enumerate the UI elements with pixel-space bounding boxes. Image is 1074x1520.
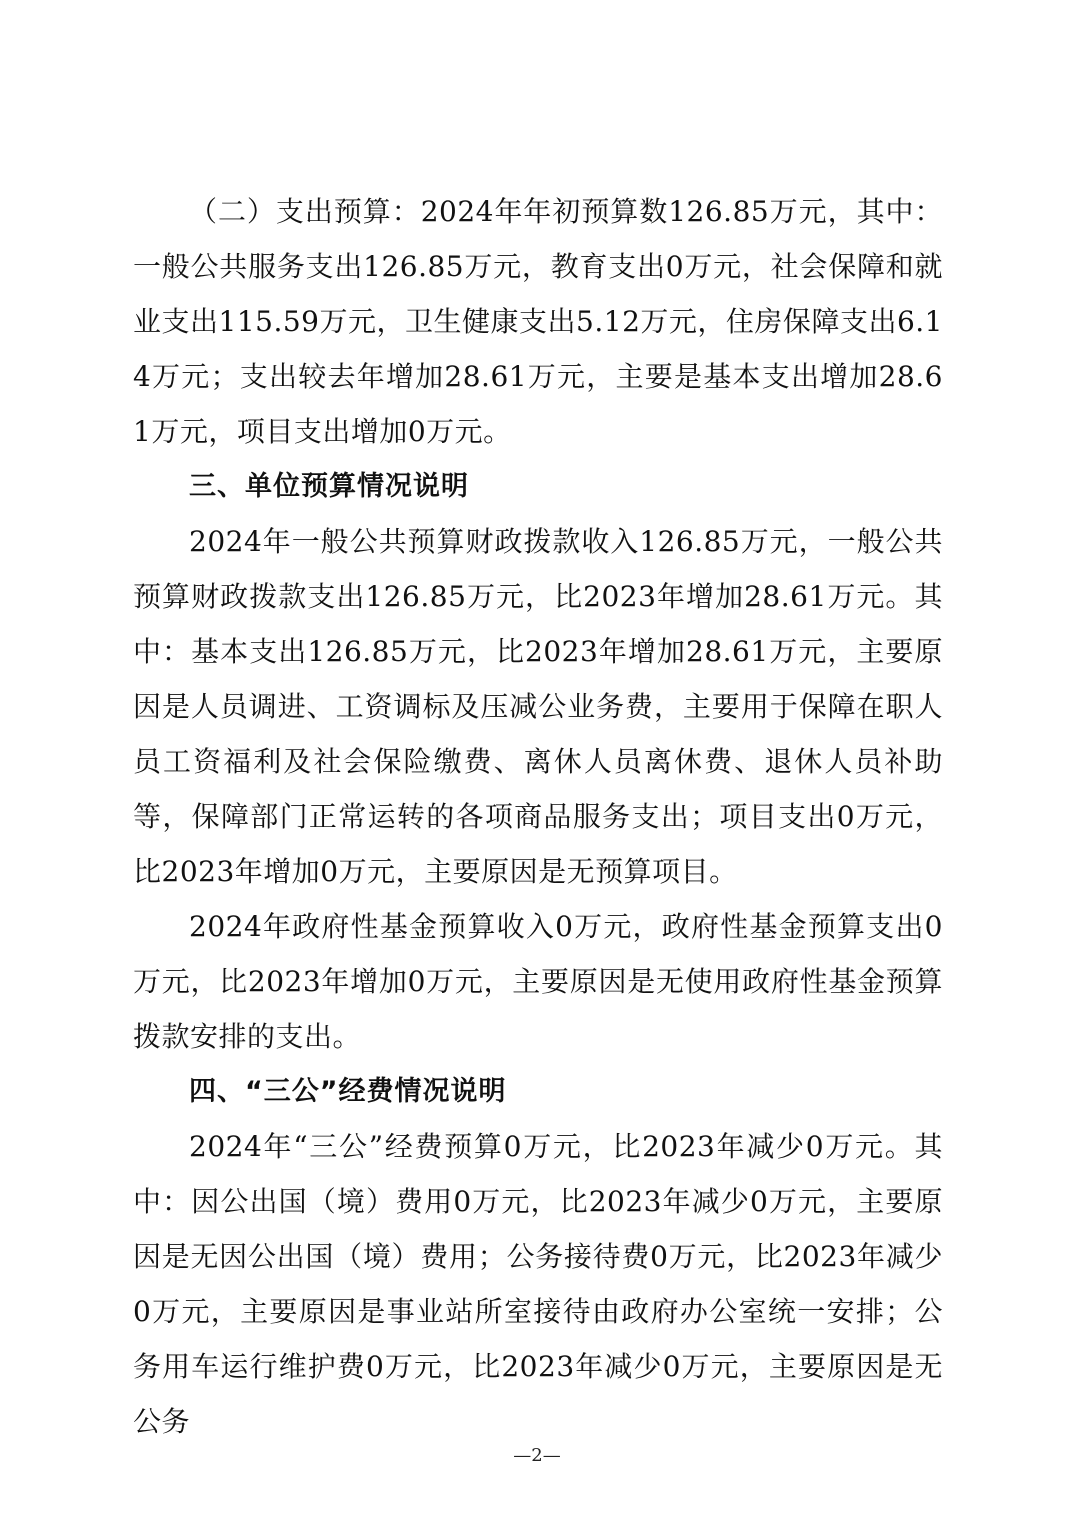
section-heading-three-public-expenses: 四、“三公”经费情况说明 bbox=[189, 1076, 507, 1107]
section-heading-unit-budget: 三、单位预算情况说明 bbox=[189, 471, 469, 502]
page-number: —2— bbox=[513, 1445, 561, 1466]
three-public-expenses-paragraph: 2024年“三公”经费预算0万元，比2023年减少0万元。其中：因公出国（境）费用0万元，比2023年减少0万元，主要原因是无因公出国（境）费用；公务接待费0万元，比2023年减少0万元，主要原因是事业站所室接待由政府办公室统一安排；公务用车运行维护费0万元，比2023年减少0万元，主要原因是无公务 bbox=[133, 1130, 943, 1438]
general-public-budget-paragraph: 2024年一般公共预算财政拨款收入126.85万元，一般公共预算财政拨款支出126.85万元，比2023年增加28.61万元。其中：基本支出126.85万元，比2023年增加28.61万元，主要原因是人员调进、工资调标及压减公业务费，主要用于保障在职人员工资福利及社会保险缴费、离休人员离休费、退休人员补助等，保障部门正常运转的各项商品服务支出；项目支出0万元，比2023年增加0万元，主要原因是无预算项目。 bbox=[133, 525, 943, 888]
government-fund-budget-paragraph: 2024年政府性基金预算收入0万元，政府性基金预算支出0万元，比2023年增加0万元，主要原因是无使用政府性基金预算拨款安排的支出。 bbox=[133, 910, 943, 1053]
expenditure-budget-paragraph: （二）支出预算：2024年年初预算数126.85万元，其中：一般公共服务支出126.85万元，教育支出0万元，社会保障和就业支出115.59万元，卫生健康支出5.12万元，住房保障支出6.14万元；支出较去年增加28.61万元，主要是基本支出增加28.61万元，项目支出增加0万元。 bbox=[133, 195, 943, 448]
document-body bbox=[133, 184, 943, 1449]
